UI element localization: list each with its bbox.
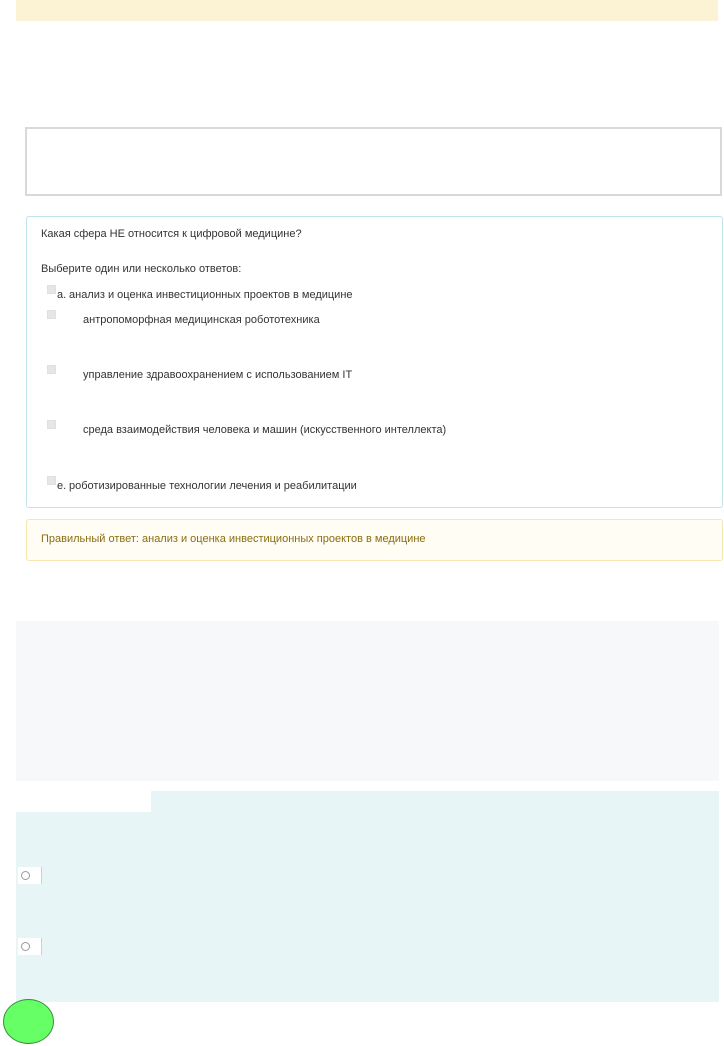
option-label: роботизированные технологии лечения и реабилитации: [69, 480, 357, 492]
radio-option-1[interactable]: [18, 867, 42, 884]
empty-info-block: [16, 621, 719, 781]
question-text: Какая сфера НЕ относится к цифровой медицине?: [41, 228, 302, 240]
option-label: анализ и оценка инвестиционных проектов в медицине: [69, 289, 353, 301]
answer-checkbox[interactable]: [47, 310, 56, 319]
question-panel: [26, 216, 723, 508]
empty-content-box: [25, 127, 722, 196]
option-label: антропоморфная медицинская робототехника: [83, 314, 320, 326]
next-question-header-tab: [151, 791, 719, 812]
question-prompt: Выберите один или несколько ответов:: [41, 263, 242, 275]
top-notice-banner: [16, 0, 718, 21]
answer-checkbox[interactable]: [47, 285, 56, 294]
option-label: управление здравоохранением с использованием IT: [83, 369, 353, 381]
green-circle-button[interactable]: [3, 999, 54, 1044]
option-letter: e.: [57, 480, 67, 492]
option-label: среда взаимодействия человека и машин (искусственного интеллекта): [83, 424, 447, 436]
radio-option-2[interactable]: [18, 938, 42, 955]
next-question-panel: [16, 812, 719, 1002]
option-letter: a.: [57, 289, 67, 301]
correct-answer-feedback: [26, 519, 723, 561]
feedback-text: Правильный ответ: анализ и оценка инвестиционных проектов в медицине: [41, 533, 426, 545]
answer-checkbox[interactable]: [47, 365, 56, 374]
answer-checkbox[interactable]: [47, 420, 56, 429]
answer-checkbox[interactable]: [47, 476, 56, 485]
radio-button[interactable]: [21, 871, 30, 880]
radio-button[interactable]: [21, 942, 30, 951]
